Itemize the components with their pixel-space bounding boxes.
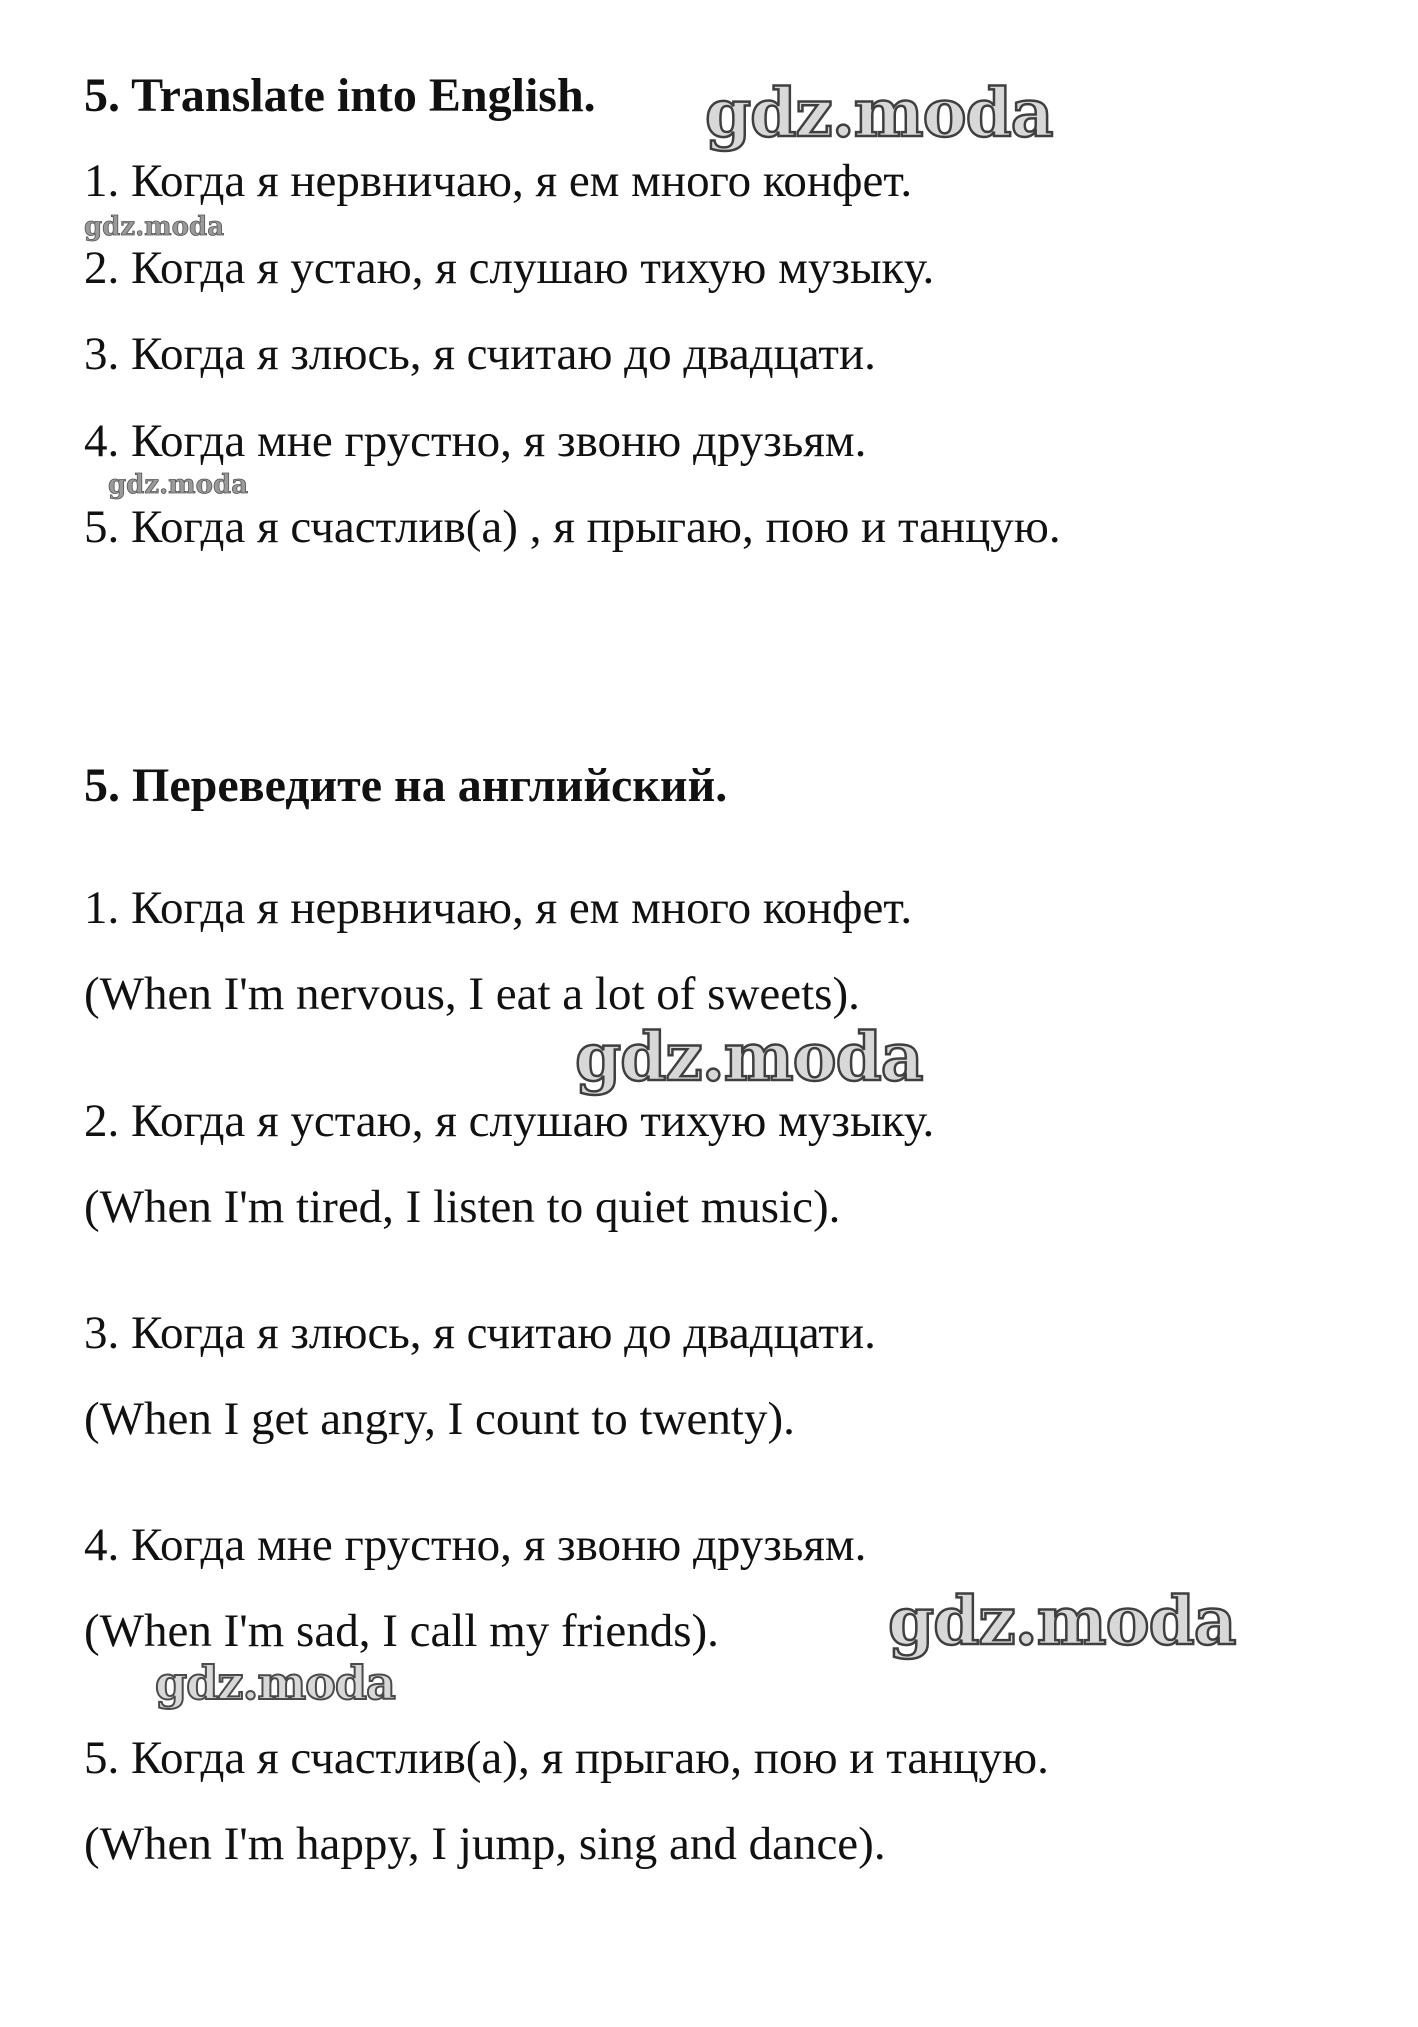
watermark-top: gdz.moda — [705, 74, 1053, 152]
answer-en-1: (When I'm nervous, I eat a lot of sweets). — [84, 968, 860, 1020]
watermark-small-2: gdz.moda — [108, 470, 249, 500]
answer-ru-5: 5. Когда я счастлив(а), я прыгаю, пою и танцую. — [84, 1732, 1049, 1784]
exercise-line-2: 2. Когда я устаю, я слушаю тихую музыку. — [84, 242, 935, 294]
answer-ru-2: 2. Когда я устаю, я слушаю тихую музыку. — [84, 1095, 935, 1147]
watermark-left: gdz.moda — [155, 1656, 395, 1710]
exercise-heading: 5. Translate into English. — [84, 69, 596, 122]
exercise-line-4: 4. Когда мне грустно, я звоню друзьям. — [84, 415, 867, 467]
answer-en-4: (When I'm sad, I call my friends). — [84, 1605, 719, 1657]
answer-en-2: (When I'm tired, I listen to quiet music). — [84, 1181, 841, 1233]
watermark-small-1: gdz.moda — [84, 212, 225, 242]
exercise-line-3: 3. Когда я злюсь, я считаю до двадцати. — [84, 328, 876, 380]
answer-ru-3: 3. Когда я злюсь, я считаю до двадцати. — [84, 1307, 876, 1359]
watermark-right: gdz.moda — [888, 1582, 1236, 1660]
answer-ru-4: 4. Когда мне грустно, я звоню друзьям. — [84, 1519, 867, 1571]
exercise-line-1: 1. Когда я нервничаю, я ем много конфет. — [84, 155, 913, 207]
answer-ru-1: 1. Когда я нервничаю, я ем много конфет. — [84, 882, 913, 934]
watermark-center: gdz.moda — [575, 1018, 923, 1096]
answer-en-5: (When I'm happy, I jump, sing and dance). — [84, 1818, 886, 1870]
answer-heading: 5. Переведите на английский. — [84, 759, 728, 812]
answer-en-3: (When I get angry, I count to twenty). — [84, 1393, 795, 1445]
exercise-line-5: 5. Когда я счастлив(а) , я прыгаю, пою и танцую. — [84, 501, 1061, 553]
